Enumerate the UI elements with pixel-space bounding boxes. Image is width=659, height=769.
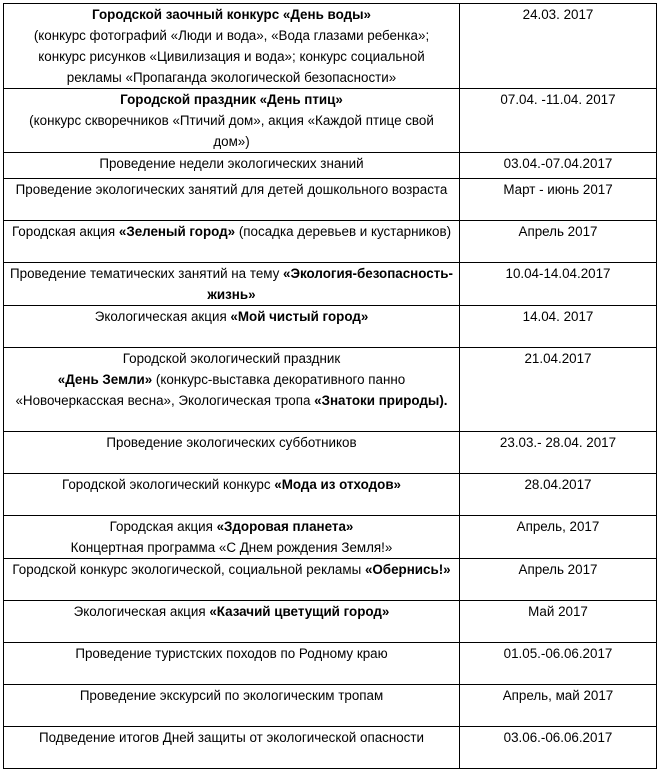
event-text: Экологическая акция (73, 604, 210, 619)
table-row (4, 432, 657, 474)
event-text: Проведение недели экологических знаний (99, 156, 364, 171)
table-row (4, 474, 657, 516)
event-text: Проведение экологических занятий для детей дошкольного возраста (15, 182, 448, 197)
date-cell: 21.04.2017 (460, 348, 657, 432)
table-row (4, 263, 657, 306)
event-cell (4, 601, 460, 643)
event-text: Городской экологический конкурс (61, 477, 275, 492)
table-row (4, 153, 657, 179)
table-row (4, 221, 657, 263)
date-cell: Апрель, 2017 (460, 516, 657, 559)
event-cell (4, 685, 460, 727)
event-cell (4, 348, 460, 432)
table-row (4, 348, 657, 432)
event-text-bold: «День Земли» (57, 372, 153, 387)
event-text: Подведение итогов Дней защиты от экологической опасности (38, 730, 424, 745)
event-text-bold: «Мода из отходов» (274, 477, 402, 492)
table-row (4, 4, 657, 89)
event-cell (4, 153, 460, 179)
event-text: (конкурс фотографий «Люди и вода», «Вода глазами ребенка»; конкурс рисунков «Цивилизация и вода»; конкурс социальной рекламы «Пропаганда экологической безопасности» (33, 28, 430, 85)
event-text: Городской конкурс экологической, социальной рекламы (12, 562, 365, 577)
event-text: Концертная программа «С Днем рождения Земля!» (70, 540, 393, 555)
event-cell (4, 432, 460, 474)
date-cell: 28.04.2017 (460, 474, 657, 516)
date-cell: 23.03.- 28.04. 2017 (460, 432, 657, 474)
table-row (4, 559, 657, 601)
event-cell (4, 89, 460, 153)
table-row (4, 601, 657, 643)
event-cell (4, 263, 460, 306)
date-cell: Апрель 2017 (460, 559, 657, 601)
date-cell: Апрель, май 2017 (460, 685, 657, 727)
date-cell: Май 2017 (460, 601, 657, 643)
table-row (4, 89, 657, 153)
event-text-bold: «Экология-безопасность-жизнь» (207, 266, 453, 302)
table-row (4, 306, 657, 348)
table-row (4, 179, 657, 221)
event-text: Проведение тематических занятий на тему (10, 266, 284, 281)
event-cell (4, 4, 460, 89)
event-text: Проведение экскурсий по экологическим тропам (79, 688, 384, 703)
event-cell (4, 643, 460, 685)
event-text-bold: «Здоровая планета» (216, 519, 354, 534)
event-text-bold: Городской праздник «День птиц» (120, 92, 343, 107)
date-cell: 03.04.-07.04.2017 (460, 153, 657, 179)
event-text: (посадка деревьев и кустарников) (235, 224, 452, 239)
event-text-bold: «Мой чистый город» (230, 309, 369, 324)
event-text-bold: Городской заочный конкурс «День воды» (92, 7, 371, 22)
table-row (4, 727, 657, 769)
event-text-bold: «Казачий цветущий город» (209, 604, 390, 619)
date-cell: Март - июнь 2017 (460, 179, 657, 221)
event-cell (4, 516, 460, 559)
event-text-bold: «Знатоки природы). (314, 393, 448, 408)
table-row (4, 516, 657, 559)
date-cell: 14.04. 2017 (460, 306, 657, 348)
date-cell: 10.04-14.04.2017 (460, 263, 657, 306)
event-text: Городская акция (109, 519, 217, 534)
event-cell (4, 474, 460, 516)
date-cell: 03.06.-06.06.2017 (460, 727, 657, 769)
event-text-bold: «Зеленый город» (118, 224, 236, 239)
date-cell: 24.03. 2017 (460, 4, 657, 89)
table-row (4, 643, 657, 685)
date-cell: 07.04. -11.04. 2017 (460, 89, 657, 153)
events-table (3, 3, 657, 769)
event-cell (4, 179, 460, 221)
date-cell: 01.05.-06.06.2017 (460, 643, 657, 685)
events-table-body (4, 4, 657, 769)
event-text: Проведение туристских походов по Родному краю (75, 646, 388, 661)
event-text: Экологическая акция (94, 309, 231, 324)
event-text: (конкурс-выставка декоративного панно «Новочеркасская весна», Экологическая тропа (15, 372, 406, 408)
event-text: Городской экологический праздник (122, 351, 341, 366)
event-text: (конкурс скворечников «Птичий дом», акция «Каждой птице свой дом») (29, 113, 434, 149)
event-text: Проведение экологических субботников (106, 435, 357, 450)
table-row (4, 685, 657, 727)
event-text: Городская акция (11, 224, 119, 239)
event-cell (4, 306, 460, 348)
event-cell (4, 221, 460, 263)
event-cell (4, 727, 460, 769)
event-cell (4, 559, 460, 601)
event-text-bold: «Обернись!» (364, 562, 451, 577)
date-cell: Апрель 2017 (460, 221, 657, 263)
